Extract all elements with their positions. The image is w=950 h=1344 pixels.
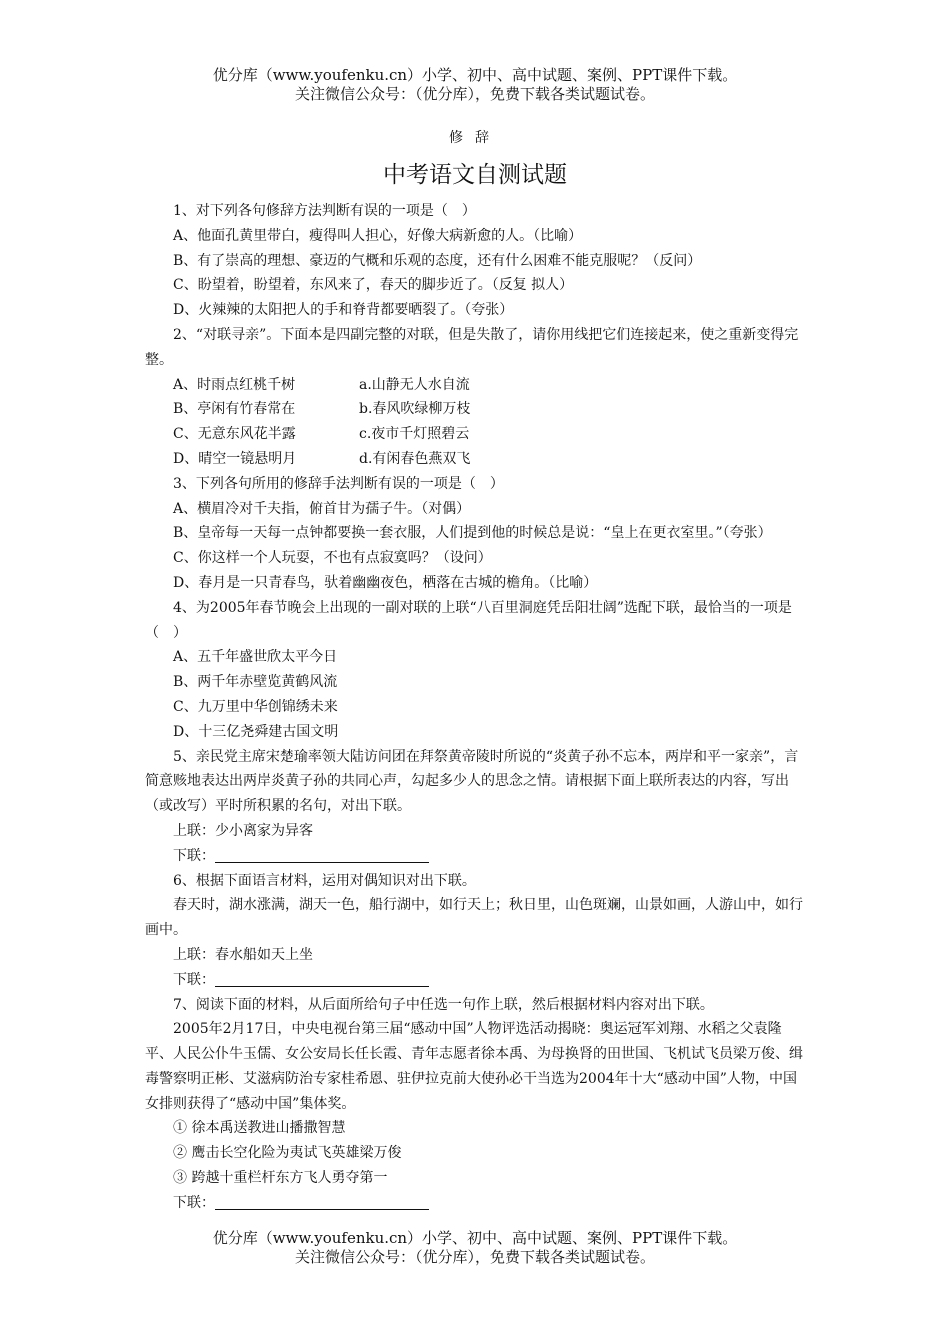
lower-couplet-label: 下联： bbox=[173, 847, 215, 864]
q7-stem: 7、阅读下面的材料，从后面所给句子中任选一句作上联，然后根据材料内容对出下联。 bbox=[173, 996, 714, 1013]
page-title: 中考语文自测试题 bbox=[383, 162, 567, 188]
q1-option-b: B、有了崇高的理想、豪迈的气概和乐观的态度，还有什么困难不能克服呢？（反问） bbox=[173, 252, 702, 269]
couplet-left: A、时雨点红桃千树 bbox=[173, 376, 296, 393]
header-line-2: 关注微信公众号：（优分库），免费下载各类试题试卷。 bbox=[294, 85, 655, 103]
q1-option-d: D、火辣辣的太阳把人的手和脊背都要晒裂了。（夸张） bbox=[173, 302, 514, 319]
q4-option-c: C、九万里中华创锦绣未来 bbox=[173, 698, 338, 715]
q1-option-a: A、他面孔黄里带白，瘦得叫人担心，好像大病新愈的人。（比喻） bbox=[173, 227, 583, 244]
q6-answer-line bbox=[145, 968, 805, 993]
q7-material: 2005年2月17日，中央电视台第三届“感动中国”人物评选活动揭晓：奥运冠军刘翔、水稻之父袁隆平、人民公仆牛玉儒、女公安局长任长霞、青年志愿者徐本禹、为母换肾的田世国、飞机试飞员梁万俊、缉毒警察明正彬、艾滋病防治专家桂希恩、驻伊拉克前大使孙必干当选为2004年十大“感动中国”人物，中国女排则获得了“感动中国”集体奖。 bbox=[145, 1021, 803, 1112]
q6-stem: 6、根据下面语言材料，运用对偶知识对出下联。 bbox=[173, 872, 476, 889]
couplet-right: d.有闲春色燕双飞 bbox=[359, 450, 471, 467]
couplet-right: b.春风吹绿柳万枝 bbox=[359, 401, 471, 418]
q3-option-b: B、皇帝每一天每一点钟都要换一套衣服，人们提到他的时候总是说：“皇上在更衣室里。”（夸张） bbox=[173, 525, 772, 542]
q1-option-c: C、盼望着，盼望着，东风来了，春天的脚步近了。（反复 拟人） bbox=[173, 277, 574, 294]
footer-line-1: 优分库（www.youfenku.cn）小学、初中、高中试题、案例、PPT课件下载。 bbox=[212, 1229, 738, 1247]
q7-answer-line bbox=[145, 1191, 805, 1216]
q3-option-a: A、横眉冷对千夫指，俯首甘为孺子牛。（对偶） bbox=[173, 500, 471, 517]
q4-option-b: B、两千年赤壁览黄鹤风流 bbox=[173, 674, 338, 691]
q4-option-a: A、五千年盛世欣太平今日 bbox=[173, 649, 338, 666]
header-line-1: 优分库（www.youfenku.cn）小学、初中、高中试题、案例、PPT课件下载。 bbox=[212, 66, 738, 84]
couplet-left: C、无意东风花半露 bbox=[173, 426, 296, 443]
lower-couplet-label: 下联： bbox=[173, 971, 215, 988]
lower-couplet-label: 下联： bbox=[173, 1194, 215, 1211]
q2-stem: 2、“对联寻亲”。下面本是四副完整的对联，但是失散了，请你用线把它们连接起来，使之重新变得完整。 bbox=[145, 326, 799, 368]
q3-option-d: D、春月是一只青春鸟，驮着幽幽夜色，栖落在古城的檐角。（比喻） bbox=[173, 574, 598, 591]
q7-option-1: ① 徐本禹送教进山播撒智慧 bbox=[173, 1120, 346, 1137]
page-header bbox=[0, 66, 950, 104]
answer-blank[interactable] bbox=[215, 846, 429, 863]
q6-upper-couplet: 上联：春水船如天上坐 bbox=[173, 946, 313, 963]
couplet-row bbox=[145, 422, 805, 447]
q7-option-2: ② 鹰击长空化险为夷试飞英雄梁万俊 bbox=[173, 1145, 402, 1162]
q6-material: 春天时，湖水涨满，湖天一色，船行湖中，如行天上；秋日里，山色斑斓，山景如画，人游山中，如行画中。 bbox=[145, 897, 803, 939]
couplet-row bbox=[145, 447, 805, 472]
document-body bbox=[145, 199, 805, 1216]
q5-answer-line bbox=[145, 844, 805, 869]
answer-blank[interactable] bbox=[215, 1193, 429, 1210]
answer-blank[interactable] bbox=[215, 970, 429, 987]
q1-stem: 1、对下列各句修辞方法判断有误的一项是（ ） bbox=[173, 203, 476, 219]
q4-option-d: D、十三亿尧舜建古国文明 bbox=[173, 723, 339, 740]
q3-stem: 3、下列各句所用的修辞手法判断有误的一项是（ ） bbox=[173, 475, 504, 492]
q7-option-3: ③ 跨越十重栏杆东方飞人勇夺第一 bbox=[173, 1170, 388, 1187]
q5-stem: 5、亲民党主席宋楚瑜率领大陆访问团在拜祭黄帝陵时所说的“炎黄子孙不忘本，两岸和平一家亲”，言简意赅地表达出两岸炎黄子孙的共同心声，勾起多少人的思念之情。请根据下面上联所表达的内容，写出（或改写）平时所积累的名句，对出下联。 bbox=[145, 748, 799, 815]
couplet-right: c.夜市千灯照碧云 bbox=[359, 426, 470, 443]
q4-stem: 4、为2005年春节晚会上出现的一副对联的上联“八百里洞庭凭岳阳壮阔”选配下联，最恰当的一项是（ ） bbox=[145, 599, 792, 641]
subject-label: 修辞 bbox=[449, 130, 501, 146]
page-footer bbox=[0, 1229, 950, 1267]
footer-line-2: 关注微信公众号：（优分库），免费下载各类试题试卷。 bbox=[294, 1248, 655, 1266]
couplet-left: D、晴空一镜悬明月 bbox=[173, 450, 297, 467]
couplet-row bbox=[145, 397, 805, 422]
couplet-right: a.山静无人水自流 bbox=[359, 376, 470, 393]
q5-upper-couplet: 上联：少小离家为异客 bbox=[173, 822, 313, 839]
q3-option-c: C、你这样一个人玩耍，不也有点寂寞吗？（设问） bbox=[173, 550, 492, 567]
couplet-row bbox=[145, 373, 805, 398]
couplet-left: B、亭闲有竹春常在 bbox=[173, 401, 296, 418]
